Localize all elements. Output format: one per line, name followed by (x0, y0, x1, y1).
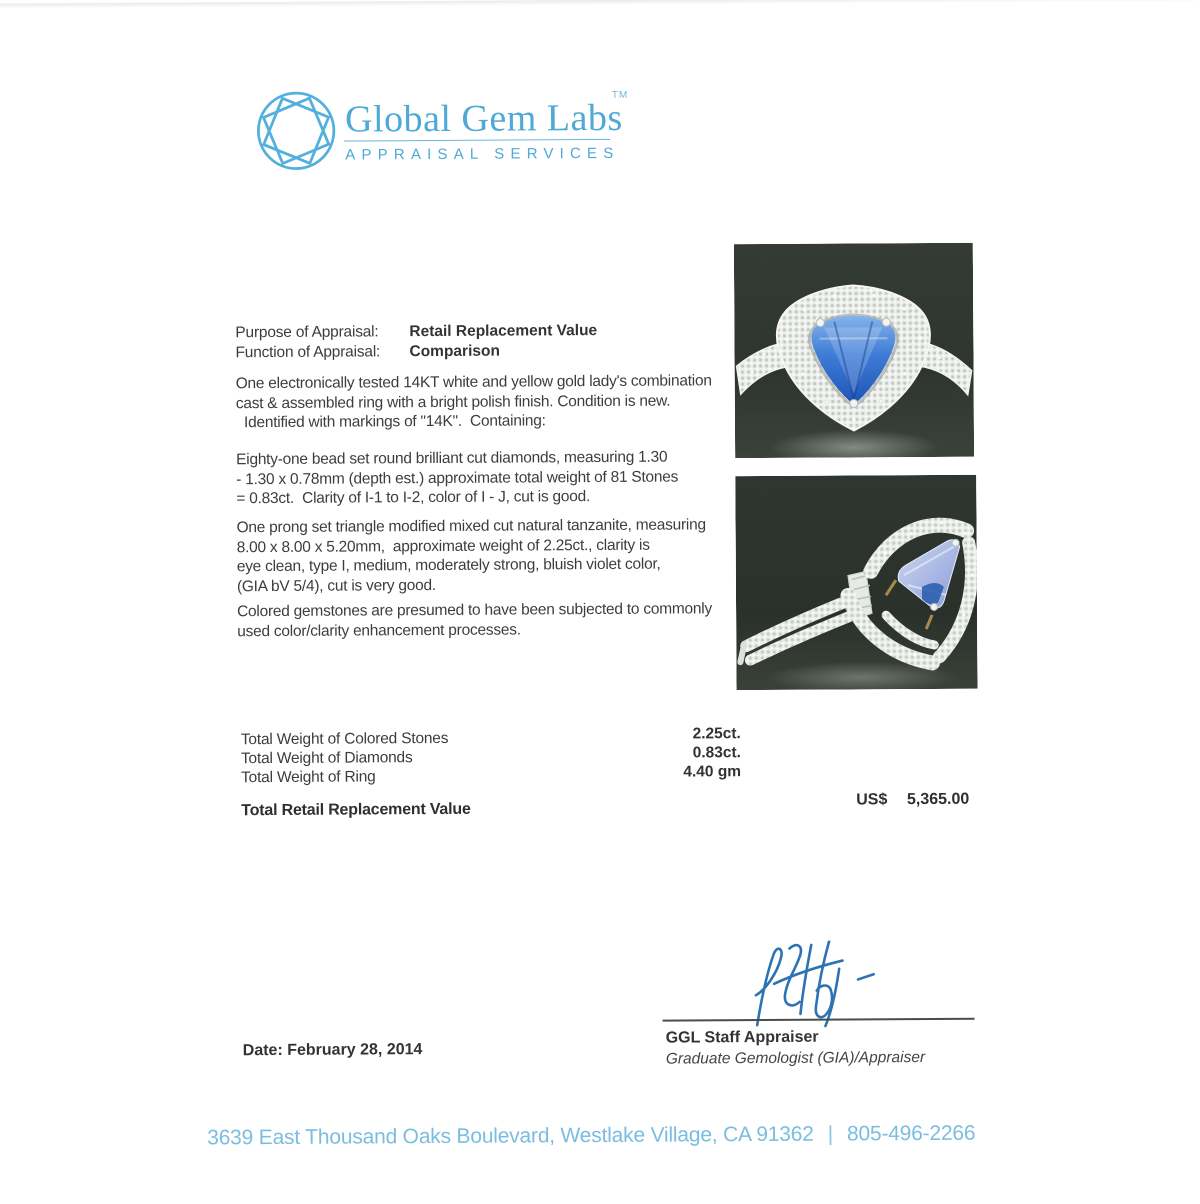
brand-tagline: APPRAISAL SERVICES (345, 144, 620, 164)
description-paragraph-item (236, 371, 746, 433)
scan-edge-artifact (0, 0, 1196, 9)
description-paragraph-diamonds (236, 447, 746, 509)
currency-label: US$ (856, 791, 888, 809)
total-ring-weight-value: 4.40 gm (683, 763, 742, 781)
function-value: Comparison (409, 342, 500, 361)
total-colored-stones-value: 2.25ct. (692, 725, 741, 743)
paragraph-line: eye clean, type I, medium, moderately strong, bluish violet color, (236, 555, 661, 576)
date-text: Date: February 28, 2014 (242, 1041, 423, 1060)
ring-side-view-illustration (735, 475, 977, 690)
paragraph-line: One electronically tested 14KT white and yellow gold lady's combination (235, 372, 712, 393)
total-ring-weight-label: Total Weight of Ring (241, 768, 376, 787)
grand-total-amount: 5,365.00 (906, 790, 970, 809)
appraiser-credentials: Graduate Gemologist (GIA)/Appraiser (665, 1049, 926, 1068)
paragraph-line: Eighty-one bead set round brilliant cut diamonds, measuring 1.30 (236, 448, 668, 469)
paragraph-line: used color/clarity enhancement processes. (237, 620, 521, 640)
paragraph-line: - 1.30 x 0.78mm (depth est.) approximate total weight of 81 Stones (236, 468, 679, 488)
total-diamonds-label: Total Weight of Diamonds (240, 749, 413, 768)
ring-top-view-illustration (734, 243, 974, 458)
purpose-value: Retail Replacement Value (409, 322, 598, 341)
trademark-symbol: TM (611, 89, 629, 101)
ring-photo-side-view (735, 475, 977, 690)
ring-photo-top-view (734, 243, 974, 458)
purpose-label: Purpose of Appraisal: (235, 323, 379, 342)
grand-total-label: Total Retail Replacement Value (241, 800, 471, 820)
footer-address: 3639 East Thousand Oaks Boulevard, Westlake Village, CA 91362 (207, 1122, 814, 1150)
footer-divider: | (827, 1122, 834, 1146)
paragraph-line: 8.00 x 8.00 x 5.20mm, approximate weight of 2.25ct., clarity is (236, 536, 650, 556)
total-diamonds-value: 0.83ct. (692, 744, 741, 762)
footer-phone: 805-496-2266 (846, 1121, 976, 1146)
paragraph-line: = 0.83ct. Clarity of I-1 to I-2, color of I - J, cut is good. (236, 488, 591, 508)
description-paragraph-tanzanite (236, 515, 746, 596)
description-paragraph-disclaimer (237, 599, 747, 641)
paragraph-line: cast & assembled ring with a bright polish finish. Condition is new. (235, 392, 671, 412)
paragraph-line: Identified with markings of "14K". Containing: (235, 412, 546, 432)
total-colored-stones-label: Total Weight of Colored Stones (240, 729, 449, 749)
paragraph-line: One prong set triangle modified mixed cut natural tanzanite, measuring (236, 516, 706, 537)
paragraph-line: (GIA bV 5/4), cut is very good. (236, 576, 436, 595)
function-label: Function of Appraisal: (235, 343, 381, 362)
brand-divider-line (344, 139, 610, 142)
footer-contact-bar (0, 1120, 1191, 1151)
diamond-brilliant-icon (255, 90, 337, 172)
paragraph-line: Colored gemstones are presumed to have been subjected to commonly (237, 600, 712, 621)
brand-name: Global Gem Labs (344, 96, 623, 141)
appraiser-title: GGL Staff Appraiser (665, 1028, 819, 1047)
